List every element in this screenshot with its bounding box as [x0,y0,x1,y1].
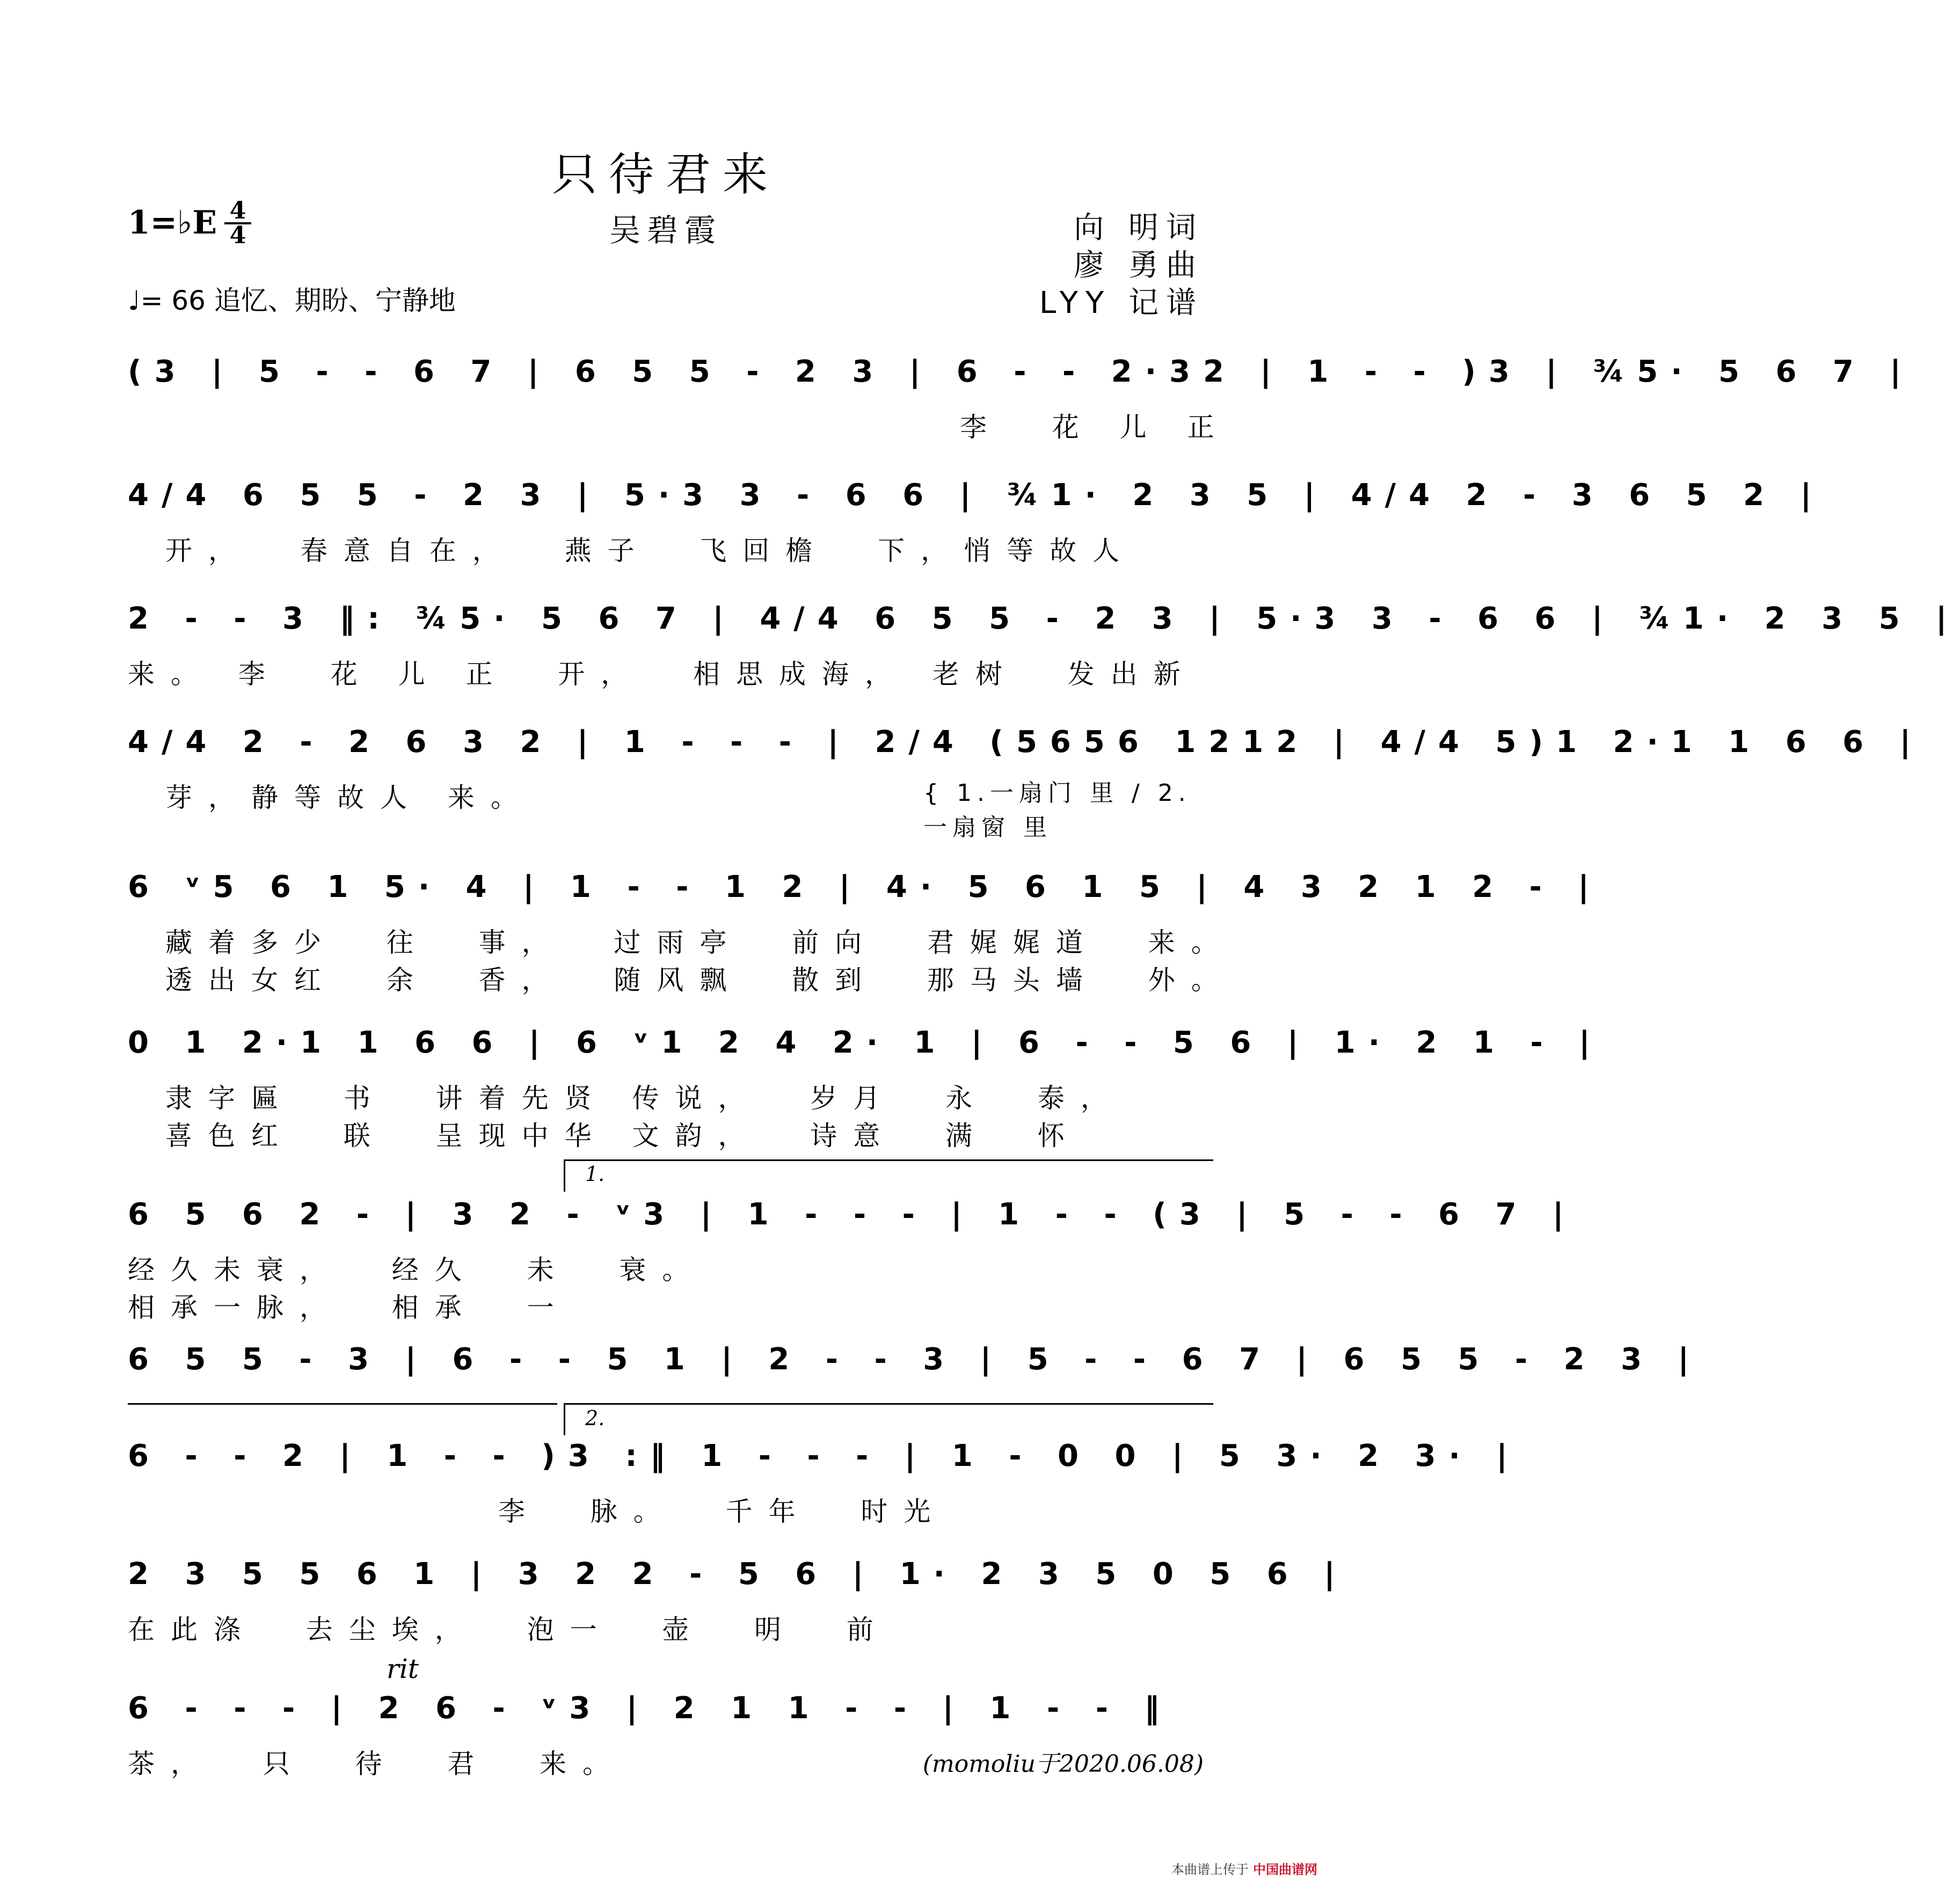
lyric-row-1: 李 花 儿 正 [960,412,1230,443]
lyric-row-11: 茶， 只 待 君 来。 [128,1748,626,1779]
time-signature [224,197,251,249]
notes-row-7: 6 5 6 2 - | 3 2 - ᵛ3 | 1 - - - | 1 - - (3 | 5 - - 6 7 | [128,1197,1577,1232]
rit-marking: rit [387,1653,419,1684]
notes-row-1: (3 | 5 - - 6 7 | 6 5 5 - 2 3 | 6 - - 2·32 | 1 - - )3 | ¾5· 5 6 7 | [128,354,1914,389]
notes-row-10: 2 3 5 5 6 1 | 3 2 2 - 5 6 | 1· 2 3 5 0 5 6 | [128,1557,1348,1592]
lyric-row-4-verses: { 1.一扇门 里 / 2.一扇窗 里 [923,779,1191,841]
score-row-1 [0,354,1914,451]
site-logo: 中国曲谱网 [1253,1862,1317,1877]
score-row-2 [0,478,1825,574]
lyric-row-6-verse-1: 隶字匾 书 讲着先贤 传说， 岁月 永 泰， [165,1083,1124,1114]
volta-2-bracket-edge [564,1403,565,1435]
notes-row-3: 2 - - 3 ‖: ¾5· 5 6 7 | 4/4 6 5 5 - 2 3 | 5·3 3 - 6 6 | ¾1· 2 3 5 | [128,601,1960,636]
lyric-row-4: 芽，静等故人 来。 [165,782,534,813]
score-row-9 [0,1439,1520,1535]
volta-1-bracket-edge [564,1159,565,1192]
time-signature-bottom: 4 [224,222,251,247]
lyric-row-5-verse-2: 透出女红 余 香， 随风飘 散到 那马头墙 外。 [165,965,1234,996]
footer-text: 本曲谱上传于 [1171,1862,1249,1877]
tempo-marking: ♩= 66 追忆、期盼、宁静地 [128,285,456,316]
notes-row-9: 6 - - 2 | 1 - - )3 :‖ 1 - - - | 1 - 0 0 | 5 3· 2 3· | [128,1439,1520,1473]
notes-row-4: 4/4 2 - 2 6 3 2 | 1 - - - | 2/4 (5656 1212 | 4/4 5)1 2·1 1 6 6 | [128,725,1924,760]
lyric-row-7-verse-2: 相承一脉， 相承 一 [128,1292,570,1323]
notes-row-8: 6 5 5 - 3 | 6 - - 5 1 | 2 - - 3 | 5 - - 6 7 | 6 5 5 - 2 3 | [128,1342,1702,1377]
score-row-6 [0,1025,1603,1151]
lyricist-credit: 向 明词 [1074,210,1204,245]
singer-name: 吴碧霞 [609,212,722,249]
score-row-10 [0,1557,1348,1653]
composer-credit: 廖 勇曲 [1074,248,1204,283]
score-row-3 [0,601,1960,698]
page-title: 只待君来 [551,148,779,201]
lyric-row-5-verse-1: 藏着多少 往 事， 过雨亭 前向 君娓娓道 来。 [165,927,1234,958]
lyric-row-2: 开， 春意自在， 燕子 飞回檐 下，悄等故人 [165,535,1136,566]
volta-2-bracket [564,1403,1213,1405]
notes-row-6: 0 1 2·1 1 6 6 | 6 ᵛ1 2 4 2· 1 | 6 - - 5 6 | 1· 2 1 - | [128,1025,1603,1060]
score-row-5 [0,870,1602,996]
notes-row-2: 4/4 6 5 5 - 2 3 | 5·3 3 - 6 6 | ¾1· 2 3 5 | 4/4 2 - 3 6 5 2 | [128,478,1825,513]
volta-2-label: 2. [585,1406,605,1430]
lyric-row-6-verse-2: 喜色红 联 呈现中华 文韵， 诗意 满 怀 [165,1120,1081,1151]
notes-row-11: 6 - - - | 2 6 - ᵛ3 | 2 1 1 - - | 1 - - ‖ [128,1691,1172,1726]
volta-1-label: 1. [585,1162,605,1186]
upload-footer [1171,1859,1317,1878]
time-signature-top: 4 [229,197,246,224]
transcriber-credit: LYY 记谱 [1039,286,1204,320]
score-row-4 [0,725,1924,841]
key-signature: 1=♭E [128,204,217,242]
lyric-row-10: 在此涤 去尘埃， 泡一 壶 明 前 [128,1614,890,1645]
notes-row-5: 6 ᵛ5 6 1 5· 4 | 1 - - 1 2 | 4· 5 6 1 5 | 4 3 2 1 2 - | [128,870,1602,904]
repeat-span-line [128,1403,557,1405]
lyric-row-7-verse-1: 经久未衰， 经久 未 衰。 [128,1254,705,1286]
lyric-row-9: 李 脉。 千年 时光 [498,1496,947,1527]
lyric-row-3: 来。 李 花 儿 正 开， 相思成海， 老树 发出新 [128,659,1197,690]
volta-1-bracket [564,1159,1213,1161]
transcription-signature: (momoliu于2020.06.08) [922,1750,1204,1778]
score-row-7 [0,1197,1577,1323]
score-row-8 [0,1342,1702,1439]
